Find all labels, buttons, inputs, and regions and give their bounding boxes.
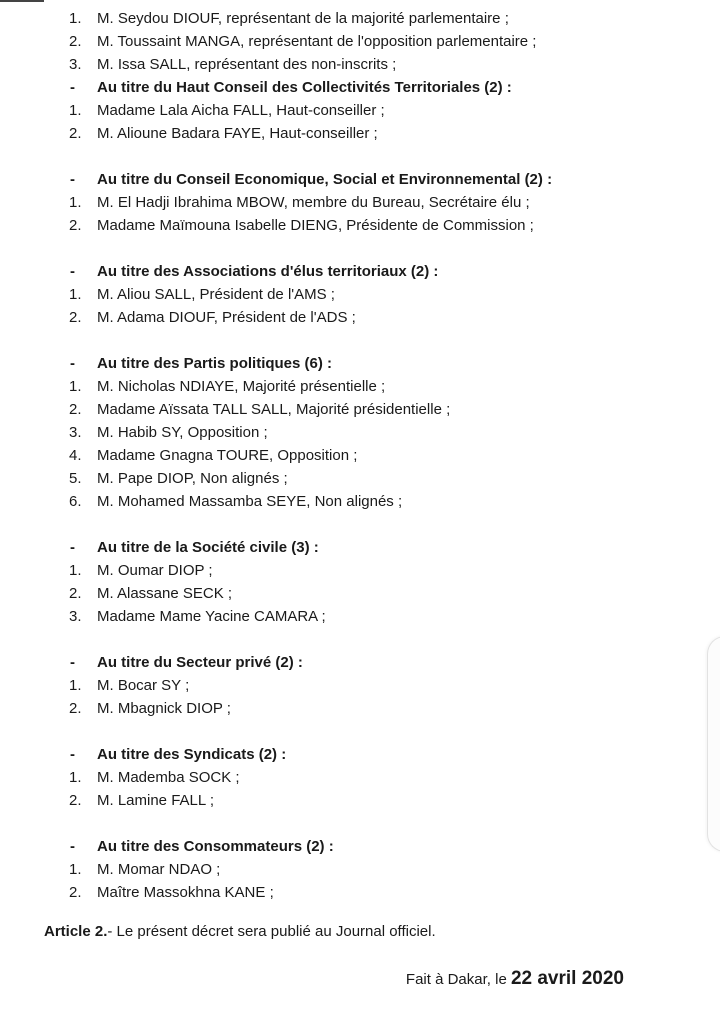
- item-number: 2.: [69, 792, 82, 809]
- heading-text: Au titre des Partis politiques (6) :: [97, 355, 333, 372]
- item-number: 2.: [69, 33, 82, 50]
- item-number: 2.: [69, 884, 82, 901]
- heading-text: Au titre du Secteur privé (2) :: [97, 654, 303, 671]
- item-text: Madame Lala Aicha FALL, Haut-conseiller ;: [97, 102, 385, 119]
- list-item: [0, 467, 720, 490]
- section-heading: [0, 352, 720, 375]
- item-number: 1.: [69, 677, 82, 694]
- item-number: 6.: [69, 493, 82, 510]
- list-item: [0, 53, 720, 76]
- item-text: M. El Hadji Ibrahima MBOW, membre du Bureau, Secrétaire élu ;: [97, 194, 530, 211]
- list-item: [0, 421, 720, 444]
- article-label: Article 2.: [44, 923, 108, 940]
- section-heading: [0, 76, 720, 99]
- item-number: 1.: [69, 378, 82, 395]
- item-number: 1.: [69, 562, 82, 579]
- item-text: Madame Aïssata TALL SALL, Majorité présidentielle ;: [97, 401, 451, 418]
- item-number: 2.: [69, 700, 82, 717]
- item-text: M. Issa SALL, représentant des non-inscrits ;: [97, 56, 397, 73]
- item-text: M. Mbagnick DIOP ;: [97, 700, 231, 717]
- item-number: 1.: [69, 769, 82, 786]
- item-number: 4.: [69, 447, 82, 464]
- list-item: [0, 191, 720, 214]
- list-item: [0, 375, 720, 398]
- heading-text: Au titre des Associations d'élus territoriaux (2) :: [97, 263, 439, 280]
- item-text: Madame Gnagna TOURE, Opposition ;: [97, 447, 358, 464]
- list-item: [0, 444, 720, 467]
- edge-pull-tab[interactable]: [707, 636, 720, 852]
- item-number: 1.: [69, 102, 82, 119]
- section-spacer: [0, 812, 720, 835]
- section-spacer: [0, 628, 720, 651]
- item-number: 3.: [69, 608, 82, 625]
- bullet-dash: -: [70, 746, 75, 763]
- section-heading: [0, 835, 720, 858]
- item-number: 2.: [69, 401, 82, 418]
- article-text: - Le présent décret sera publié au Journal officiel.: [107, 923, 436, 940]
- section-spacer: [0, 145, 720, 168]
- list-item: [0, 605, 720, 628]
- bullet-dash: -: [70, 263, 75, 280]
- list-item: [0, 766, 720, 789]
- section-spacer: [0, 237, 720, 260]
- item-number: 3.: [69, 56, 82, 73]
- item-number: 1.: [69, 194, 82, 211]
- section-heading: [0, 651, 720, 674]
- list-item: [0, 858, 720, 881]
- list-item: [0, 30, 720, 53]
- section-spacer: [0, 329, 720, 352]
- top-divider: [0, 0, 44, 2]
- list-item: [0, 398, 720, 421]
- item-text: M. Momar NDAO ;: [97, 861, 221, 878]
- item-text: M. Pape DIOP, Non alignés ;: [97, 470, 288, 487]
- list-item: [0, 214, 720, 237]
- item-text: M. Alassane SECK ;: [97, 585, 233, 602]
- item-text: M. Toussaint MANGA, représentant de l'opposition parlementaire ;: [97, 33, 537, 50]
- signoff: [406, 966, 624, 993]
- item-text: M. Nicholas NDIAYE, Majorité présentielle ;: [97, 378, 386, 395]
- item-number: 2.: [69, 125, 82, 142]
- signoff-date: 22 avril 2020: [510, 968, 624, 989]
- item-text: M. Habib SY, Opposition ;: [97, 424, 268, 441]
- item-text: M. Aliou SALL, Président de l'AMS ;: [97, 286, 335, 303]
- bullet-dash: -: [70, 355, 75, 372]
- heading-text: Au titre du Conseil Economique, Social et Environnemental (2) :: [97, 171, 553, 188]
- section-heading: [0, 168, 720, 191]
- item-text: M. Alioune Badara FAYE, Haut-conseiller ;: [97, 125, 378, 142]
- item-number: 2.: [69, 309, 82, 326]
- item-text: M. Bocar SY ;: [97, 677, 190, 694]
- bullet-dash: -: [70, 838, 75, 855]
- list-item: [0, 674, 720, 697]
- section-heading: [0, 260, 720, 283]
- signoff-place: Fait à Dakar, le: [405, 971, 511, 988]
- item-text: Madame Maïmouna Isabelle DIENG, Présidente de Commission ;: [97, 217, 534, 234]
- item-text: M. Adama DIOUF, Président de l'ADS ;: [97, 309, 356, 326]
- decree-member-list: [0, 7, 720, 904]
- item-text: M. Seydou DIOUF, représentant de la majorité parlementaire ;: [97, 10, 509, 27]
- item-number: 1.: [69, 861, 82, 878]
- item-number: 2.: [69, 585, 82, 602]
- bullet-dash: -: [70, 539, 75, 556]
- item-number: 2.: [69, 217, 82, 234]
- list-item: [0, 559, 720, 582]
- list-item: [0, 283, 720, 306]
- item-text: M. Lamine FALL ;: [97, 792, 214, 809]
- list-item: [0, 99, 720, 122]
- bullet-dash: -: [70, 654, 75, 671]
- list-item: [0, 7, 720, 30]
- item-text: M. Mademba SOCK ;: [97, 769, 240, 786]
- article-2: [44, 920, 436, 943]
- list-item: [0, 881, 720, 904]
- section-heading: [0, 536, 720, 559]
- list-item: [0, 122, 720, 145]
- list-item: [0, 306, 720, 329]
- section-spacer: [0, 720, 720, 743]
- item-number: 1.: [69, 10, 82, 27]
- item-text: Madame Mame Yacine CAMARA ;: [97, 608, 326, 625]
- item-text: Maître Massokhna KANE ;: [97, 884, 274, 901]
- item-text: M. Oumar DIOP ;: [97, 562, 213, 579]
- list-item: [0, 789, 720, 812]
- heading-text: Au titre de la Société civile (3) :: [97, 539, 319, 556]
- bullet-dash: -: [70, 171, 75, 188]
- heading-text: Au titre des Syndicats (2) :: [97, 746, 287, 763]
- item-text: M. Mohamed Massamba SEYE, Non alignés ;: [97, 493, 403, 510]
- section-heading: [0, 743, 720, 766]
- section-spacer: [0, 513, 720, 536]
- bullet-dash: -: [70, 79, 75, 96]
- list-item: [0, 490, 720, 513]
- item-number: 1.: [69, 286, 82, 303]
- item-number: 5.: [69, 470, 82, 487]
- heading-text: Au titre des Consommateurs (2) :: [97, 838, 334, 855]
- list-item: [0, 697, 720, 720]
- list-item: [0, 582, 720, 605]
- heading-text: Au titre du Haut Conseil des Collectivités Territoriales (2) :: [97, 79, 512, 96]
- item-number: 3.: [69, 424, 82, 441]
